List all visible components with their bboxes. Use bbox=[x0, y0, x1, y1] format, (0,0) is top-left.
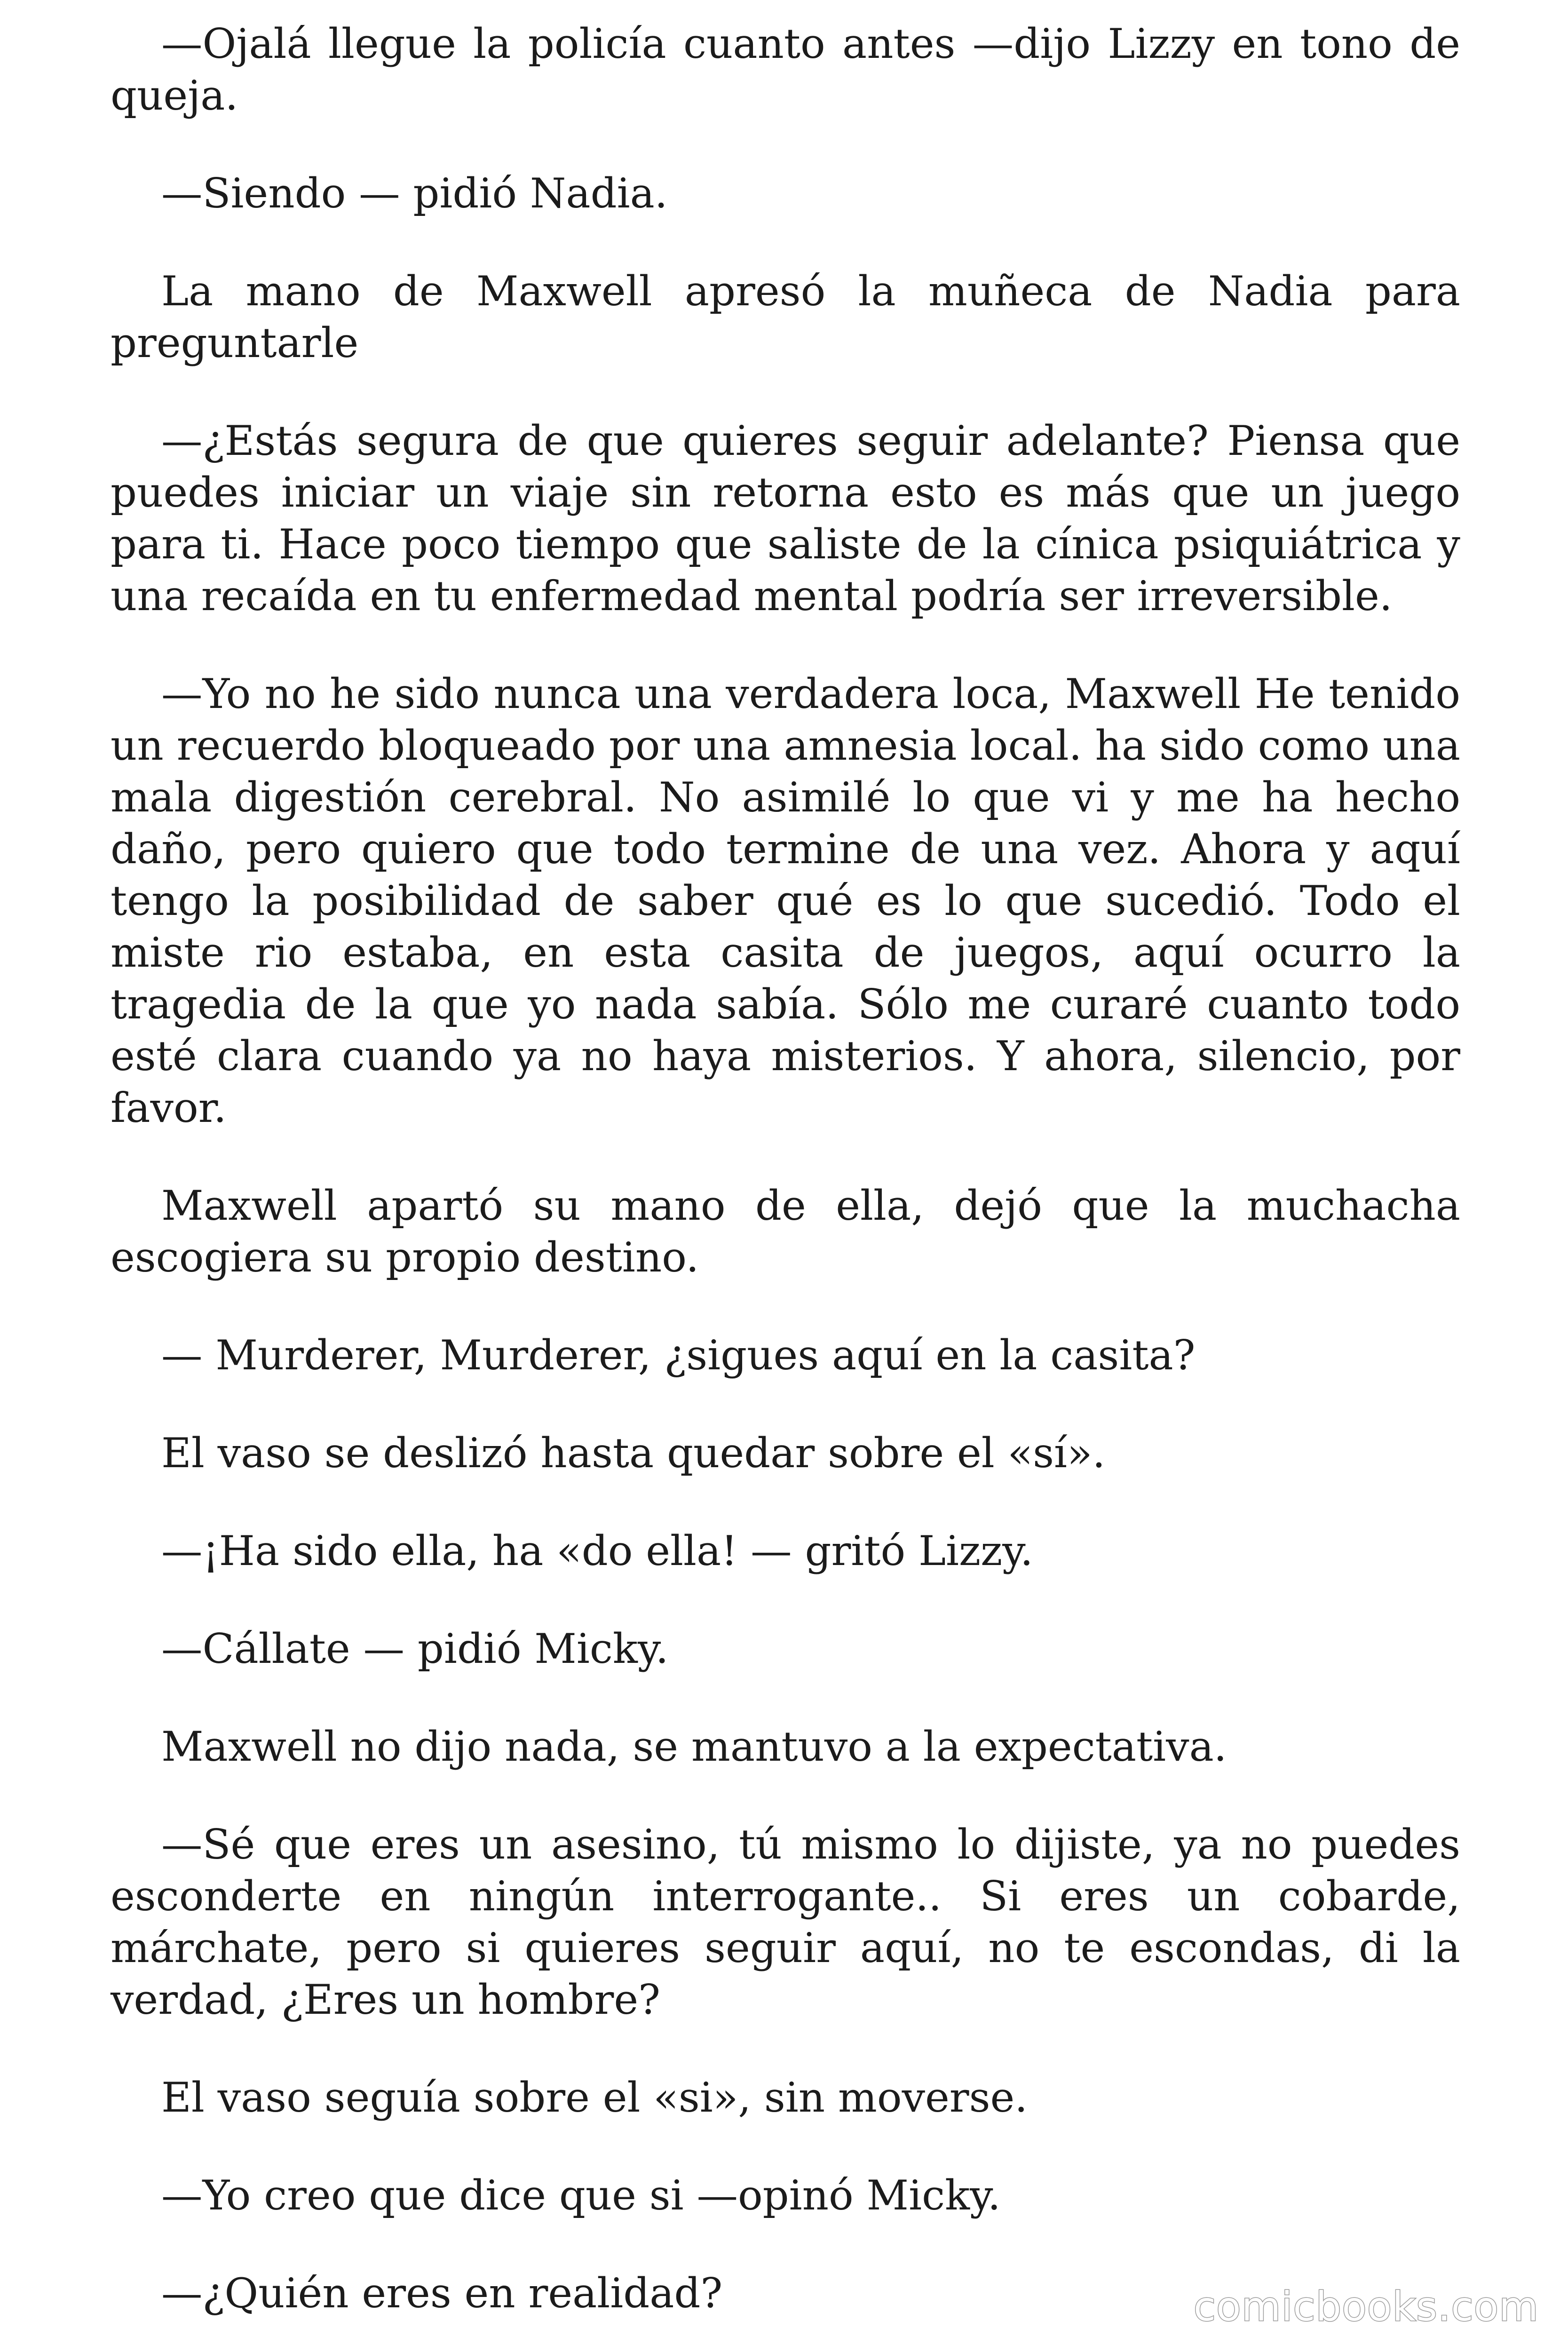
document-page bbox=[111, 18, 1460, 2352]
paragraph-11: Maxwell no dijo nada, se mantuvo a la expectativa. bbox=[161, 1723, 1227, 1771]
paragraph-2: —Siendo — pidió Nadia. bbox=[161, 169, 668, 217]
paragraph-7: — Murderer, Murderer, ¿sigues aquí en la casita? bbox=[161, 1331, 1196, 1379]
paragraph-12: —Sé que eres un asesino, tú mismo lo dijiste, ya no puedes esconderte en ningún interrogante.. Si eres un cobarde, márchate, pero si quieres seguir aquí, no te escondas, di la verdad, ¿Eres un hombre? bbox=[111, 1820, 1460, 2024]
paragraph-9: —¡Ha sido ella, ha «do ella! — gritó Lizzy. bbox=[161, 1527, 1033, 1575]
paragraph-14: —Yo creo que dice que si —opinó Micky. bbox=[161, 2171, 1001, 2219]
paragraph-4: —¿Estás segura de que quieres seguir adelante? Piensa que puedes iniciar un viaje sin retorna esto es más que un juego para ti. Hace poco tiempo que saliste de la cínica psiquiátrica y una recaída en tu enfermedad mental podría ser irreversible. bbox=[111, 417, 1460, 620]
site-watermark: comicbooks.com bbox=[1193, 2283, 1539, 2330]
paragraph-8: El vaso se deslizó hasta quedar sobre el «sí». bbox=[161, 1429, 1106, 1477]
paragraph-15: —¿Quién eres en realidad? bbox=[161, 2269, 723, 2317]
paragraph-3: La mano de Maxwell apresó la muñeca de Nadia para preguntarle bbox=[111, 267, 1460, 367]
paragraph-5: —Yo no he sido nunca una verdadera loca, Maxwell He tenido un recuerdo bloqueado por una amnesia local. ha sido como una mala digestión cerebral. No asimilé lo que vi y me ha hecho daño, pero quiero que todo termine de una vez. Ahora y aquí tengo la posibilidad de saber qué es lo que sucedió. Todo el miste rio estaba, en esta casita de juegos, aquí ocurro la tragedia de la que yo nada sabía. Sólo me curaré cuanto todo esté clara cuando ya no haya misterios. Y ahora, silencio, por favor. bbox=[111, 670, 1460, 1132]
paragraph-10: —Cállate — pidió Micky. bbox=[161, 1625, 669, 1673]
paragraph-6: Maxwell apartó su mano de ella, dejó que la muchacha escogiera su propio destino. bbox=[111, 1182, 1460, 1281]
paragraph-13: El vaso seguía sobre el «si», sin moverse. bbox=[161, 2074, 1028, 2122]
paragraph-1: —Ojalá llegue la policía cuanto antes —dijo Lizzy en tono de queja. bbox=[111, 20, 1460, 119]
